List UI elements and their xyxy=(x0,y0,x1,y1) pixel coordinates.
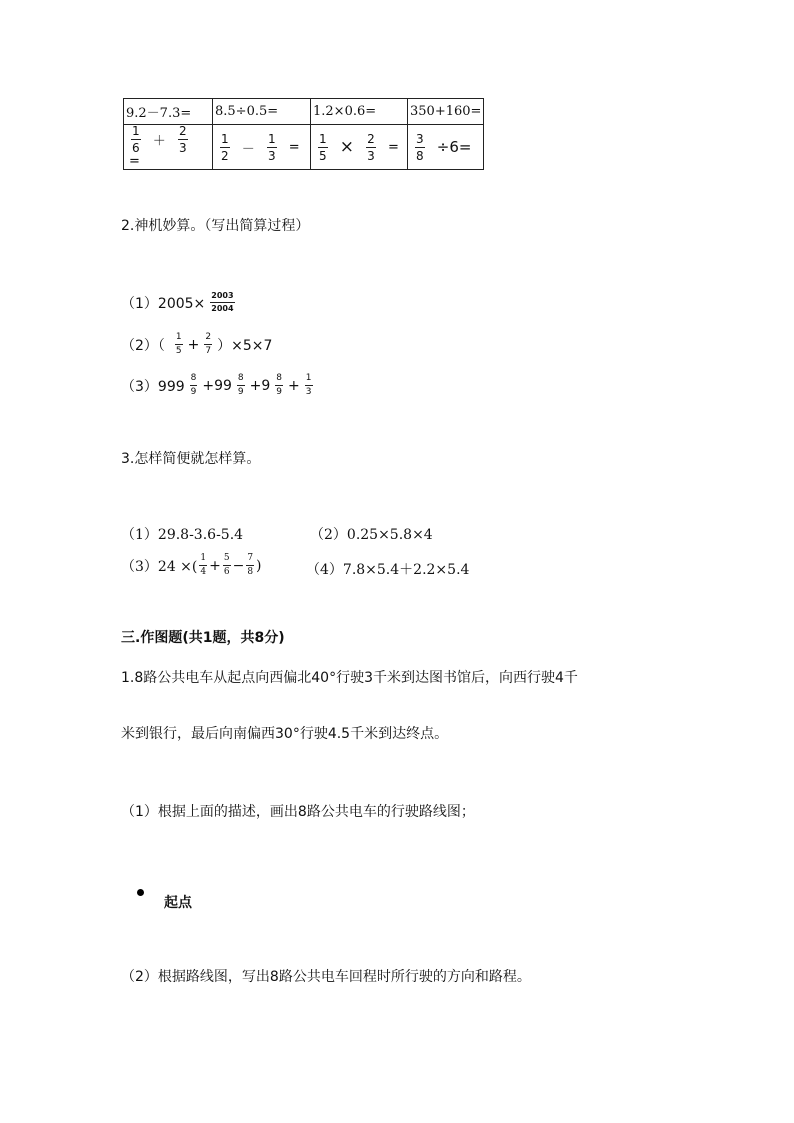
question-text: 米到银行，最后向南偏西30°行驶4.5千米到达终点。 xyxy=(121,726,449,742)
operator: × xyxy=(339,137,355,157)
table-cell xyxy=(408,125,484,170)
fraction: $\frac{2003}{2004}$ xyxy=(211,291,234,313)
fraction: $\frac{1}{5}$ xyxy=(175,332,182,356)
sub-question: （2）根据路线图，写出8路公共电车回程时所行驶的方向和路程。 xyxy=(121,969,531,985)
question-text: 1.8路公共电车从起点向西偏北40°行驶3千米到达图书馆后，向西行驶4千 xyxy=(121,670,578,686)
problem-text: （1）29.8-3.6-5.4 xyxy=(121,527,244,543)
table-row xyxy=(124,99,484,125)
section-title: 2.神机妙算。（写出简算过程） xyxy=(121,218,310,234)
problem-text: ) xyxy=(256,557,262,574)
problem-text: +9 xyxy=(249,377,271,394)
problem-text: （2）（ xyxy=(121,337,165,354)
fraction: $\frac{8}{9}$ xyxy=(237,373,244,397)
fraction: $\frac{2}{7}$ xyxy=(205,332,212,356)
operator: ÷6= xyxy=(436,138,472,156)
problem-text: （2）0.25×5.8×4 xyxy=(310,527,433,543)
equals: = xyxy=(129,154,140,169)
fraction: $\frac{1}{5}$ xyxy=(319,131,327,163)
section-title: 3.怎样简便就怎样算。 xyxy=(121,451,261,467)
problem-text: （3）24 ×( xyxy=(121,558,198,575)
start-point-marker xyxy=(137,889,144,896)
table-cell xyxy=(124,125,213,170)
fraction: $\frac{8}{9}$ xyxy=(190,373,197,397)
fraction: $\frac{1}{6}$ xyxy=(132,124,140,155)
fraction: $\frac{1}{3}$ xyxy=(267,131,276,163)
table-cell xyxy=(311,125,408,170)
start-label: 起点 xyxy=(164,895,192,911)
fraction: $\frac{1}{4}$ xyxy=(200,553,207,577)
problem-text: ）×5×7 xyxy=(217,337,273,354)
table-cell: 1.2×0.6= xyxy=(311,99,408,125)
problem-text: （4）7.8×5.4＋2.2×5.4 xyxy=(306,562,470,578)
problem-line xyxy=(121,333,272,356)
table-cell: 350+160= xyxy=(408,99,484,125)
fraction: $\frac{7}{8}$ xyxy=(247,553,254,577)
problem-line xyxy=(121,292,240,313)
problem-line xyxy=(121,554,262,577)
fraction: $\frac{8}{9}$ xyxy=(276,373,283,397)
table-row xyxy=(124,125,484,170)
fraction: $\frac{2}{3}$ xyxy=(367,131,375,163)
problem-text: （3）999 xyxy=(121,378,185,395)
problem-text: +99 xyxy=(202,377,232,394)
operator: + xyxy=(187,336,200,353)
fraction: $\frac{1}{2}$ xyxy=(221,131,229,163)
problem-line xyxy=(121,374,318,397)
fraction: $\frac{5}{6}$ xyxy=(223,553,230,577)
fraction: $\frac{3}{8}$ xyxy=(416,131,424,163)
problem-text: （1）2005× xyxy=(121,295,206,312)
calc-table xyxy=(123,98,484,170)
equals: = xyxy=(387,139,399,155)
operator: － xyxy=(241,141,255,157)
operator: + xyxy=(288,377,300,394)
table-cell: 9.2－7.3= xyxy=(124,99,213,125)
equals: = xyxy=(288,139,300,155)
part-heading: 三.作图题(共1题，共8分) xyxy=(121,630,285,646)
operator: − xyxy=(232,557,245,574)
table-cell: 8.5÷0.5= xyxy=(213,99,311,125)
operator: ＋ xyxy=(152,134,166,149)
operator: + xyxy=(209,557,221,574)
table-cell xyxy=(213,125,311,170)
sub-question: （1）根据上面的描述，画出8路公共电车的行驶路线图； xyxy=(121,804,475,820)
fraction: $\frac{2}{3}$ xyxy=(178,124,187,155)
fraction: $\frac{1}{3}$ xyxy=(305,373,312,397)
